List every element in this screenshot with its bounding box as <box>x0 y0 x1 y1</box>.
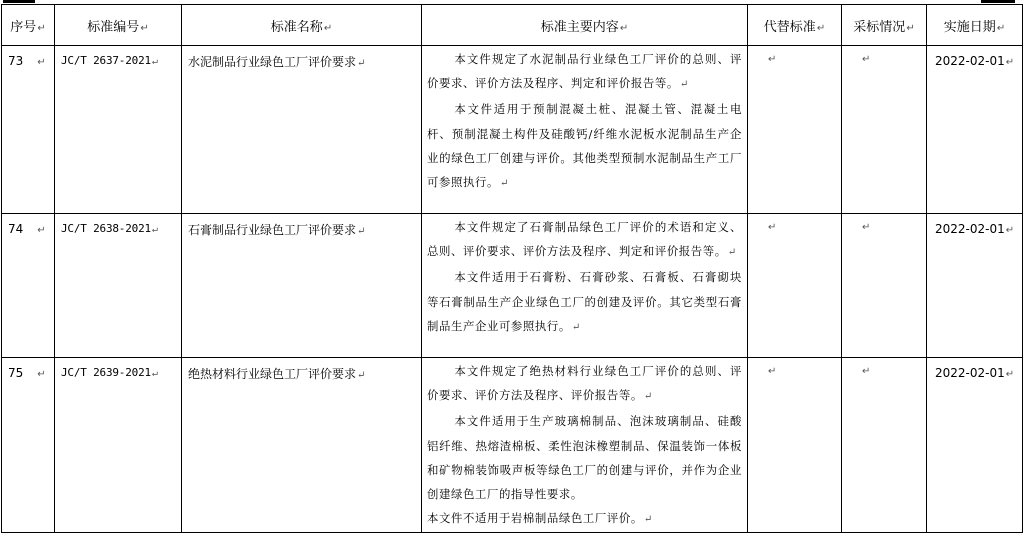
header-replace: 代替标准↵ <box>748 5 842 46</box>
cell-replace: ↵ <box>748 46 842 214</box>
cell-code: JC/T 2637-2021↵ <box>55 46 182 214</box>
standards-table <box>1 4 1023 533</box>
header-serial: 序号↵ <box>2 5 55 46</box>
cell-content: 本文件规定了水泥制品行业绿色工厂评价的总则、评价要求、评价方法及程序、判定和评价报告等。↵ 本文件适用于预制混凝土桩、混凝土管、混凝土电杆、预制混凝土构件及硅酸钙/纤维水泥板水泥制品生产企业的绿色工厂创建与评价。其他类型预制水泥制品生产工厂可参照执行。↵ <box>422 46 748 214</box>
cell-date: 2022-02-01↵ <box>927 358 1023 533</box>
cell-content: 本文件规定了石膏制品绿色工厂评价的术语和定义、总则、评价要求、评价方法及程序、判定和评价报告等。↵ 本文件适用于石膏粉、石膏砂浆、石膏板、石膏砌块等石膏制品生产企业绿色工厂的创建及评价。其它类型石膏制品生产企业可参照执行。↵ <box>422 214 748 358</box>
cell-replace: ↵ <box>748 358 842 533</box>
top-edge-mark-right <box>981 0 1015 3</box>
cell-replace: ↵ <box>748 214 842 358</box>
cell-adopt: ↵ <box>842 358 927 533</box>
header-name: 标准名称↵ <box>182 5 422 46</box>
header-adopt: 采标情况↵ <box>842 5 927 46</box>
cell-content: 本文件规定了绝热材料行业绿色工厂评价的总则、评价要求、评价方法及程序、评价报告等。↵ 本文件适用于生产玻璃棉制品、泡沫玻璃制品、硅酸铝纤维、热熔渣棉板、柔性泡沫橡塑制品、保温装饰一体板和矿物棉装饰吸声板等绿色工厂的创建与评价，并作为企业创建绿色工厂的指导性要求。 本文件不适用于岩棉制品绿色工厂评价。↵ <box>422 358 748 533</box>
table-row <box>2 46 1023 214</box>
table-header-row <box>2 5 1023 46</box>
cell-name: 绝热材料行业绿色工厂评价要求↵ <box>182 358 422 533</box>
header-code: 标准编号↵ <box>55 5 182 46</box>
cell-name: 石膏制品行业绿色工厂评价要求↵ <box>182 214 422 358</box>
cell-date: 2022-02-01↵ <box>927 214 1023 358</box>
top-edge-mark-left <box>3 0 35 3</box>
cell-serial: 74 ↵ <box>2 214 55 358</box>
header-date: 实施日期↵ <box>927 5 1023 46</box>
table-row <box>2 214 1023 358</box>
cell-serial: 75 ↵ <box>2 358 55 533</box>
cell-date: 2022-02-01↵ <box>927 46 1023 214</box>
cell-name: 水泥制品行业绿色工厂评价要求↵ <box>182 46 422 214</box>
cell-code: JC/T 2638-2021↵ <box>55 214 182 358</box>
cell-code: JC/T 2639-2021↵ <box>55 358 182 533</box>
cell-adopt: ↵ <box>842 214 927 358</box>
cell-adopt: ↵ <box>842 46 927 214</box>
header-content: 标准主要内容↵ <box>422 5 748 46</box>
table-row <box>2 358 1023 533</box>
cell-serial: 73 ↵ <box>2 46 55 214</box>
